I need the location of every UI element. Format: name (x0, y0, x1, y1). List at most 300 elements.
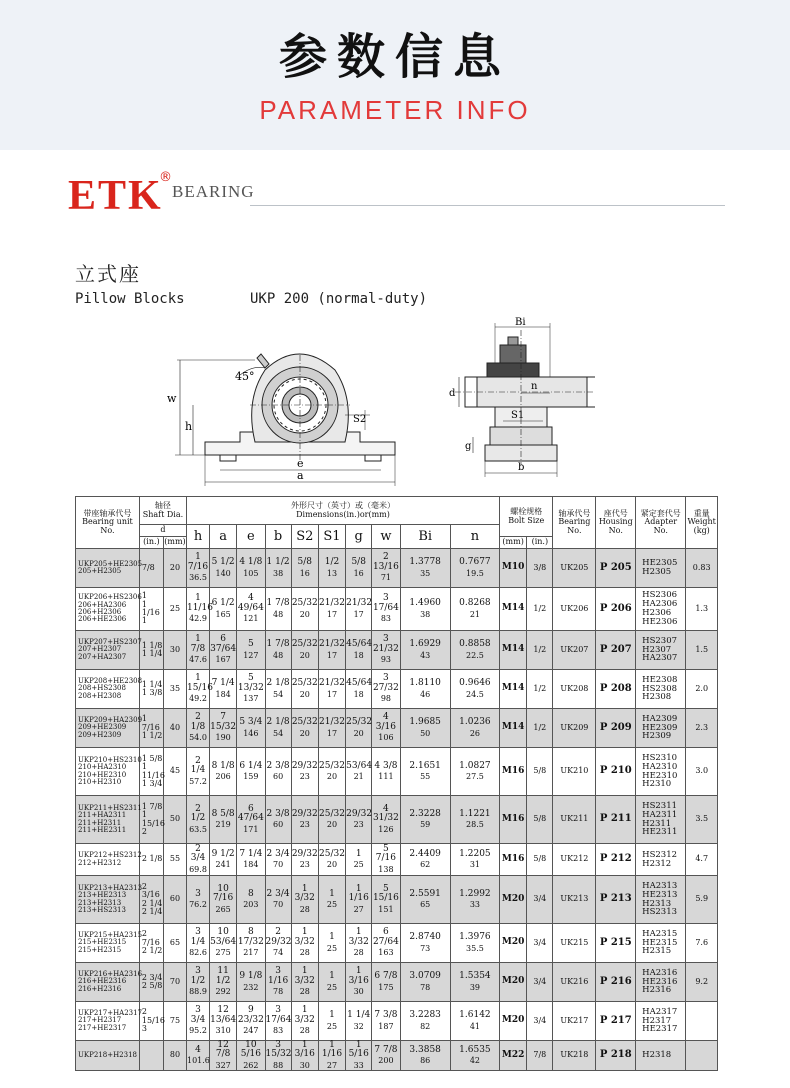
dim-b-cell: 2 1/8 54 (265, 709, 291, 748)
dim-s2-cell: 1 3/16 30 (291, 1041, 318, 1071)
table-row (76, 844, 718, 876)
dim-bi-cell: 3.0709 78 (400, 963, 450, 1002)
sym-s2: S2 (291, 525, 318, 549)
dim-h-cell: 1 7/16 36.5 (186, 549, 209, 588)
dim-w-cell: 5 15/16 151 (372, 876, 400, 924)
dim-bi-cell: 2.1651 55 (400, 748, 450, 796)
dim-g-cell: 1 1/16 27 (346, 876, 372, 924)
shaft-in-cell: 1 5/8 1 11/16 1 3/4 (139, 748, 163, 796)
dim-bi-cell: 3.2283 82 (400, 1002, 450, 1041)
adapter-cell: HS2307 H2307 HA2307 (636, 631, 686, 670)
dim-s2-cell: 5/8 16 (291, 549, 318, 588)
bolt-in-cell: 5/8 (527, 796, 553, 844)
side-view-drawing (445, 315, 595, 490)
housing-code-cell: P 212 (596, 844, 636, 876)
housing-code-cell: P 206 (596, 588, 636, 631)
dim-s2-cell: 1 3/32 28 (291, 963, 318, 1002)
weight-cell: 7.6 (686, 924, 718, 963)
shaft-in-cell: 1 1/8 1 1/4 (139, 631, 163, 670)
dim-h-cell: 4 101.6 (186, 1041, 209, 1071)
dim-e-cell: 10 5/16 262 (237, 1041, 265, 1071)
table-row (76, 1002, 718, 1041)
dim-w-cell: 4 3/8 111 (372, 748, 400, 796)
dim-s1-cell: 1 1/16 27 (318, 1041, 345, 1071)
col-unit-header: 带座轴承代号 Bearing unit No. (76, 497, 140, 549)
bearing-code-cell: UK205 (553, 549, 596, 588)
dim-bi-cell: 1.9685 50 (400, 709, 450, 748)
dim-n-cell: 1.0827 27.5 (450, 748, 499, 796)
s2-label: S2 (353, 414, 367, 425)
bearing-code-cell: UK212 (553, 844, 596, 876)
a-label: a (297, 469, 304, 482)
unit-cell: UKP218+H2318 (76, 1041, 140, 1071)
adapter-cell: H2318 (636, 1041, 686, 1071)
dim-bi-cell: 2.3228 59 (400, 796, 450, 844)
dim-a-cell: 9 1/2 241 (210, 844, 237, 876)
shaft-in-cell: 2 7/16 2 1/2 (139, 924, 163, 963)
table-row (76, 796, 718, 844)
adapter-cell: HA2315 HE2315 H2315 (636, 924, 686, 963)
dim-s2-cell: 25/32 20 (291, 631, 318, 670)
dim-n-cell: 0.8858 22.5 (450, 631, 499, 670)
dim-g-cell: 45/64 18 (346, 670, 372, 709)
dim-bi-cell: 2.8740 73 (400, 924, 450, 963)
sym-s1: S1 (318, 525, 345, 549)
sym-g: g (346, 525, 372, 549)
dim-h-cell: 2 3/4 69.8 (186, 844, 209, 876)
dim-b-cell: 1 7/8 48 (265, 588, 291, 631)
dim-h-cell: 1 11/16 42.9 (186, 588, 209, 631)
dim-bi-cell: 3.3858 86 (400, 1041, 450, 1071)
dim-n-cell: 1.0236 26 (450, 709, 499, 748)
weight-cell: 2.3 (686, 709, 718, 748)
bearing-code-cell: UK208 (553, 670, 596, 709)
shaft-mm-header: (mm) (163, 537, 186, 549)
g-label: g (465, 441, 472, 452)
shaft-in-cell: 1 1 1/16 1 (139, 588, 163, 631)
weight-cell: 5.9 (686, 876, 718, 924)
dim-a-cell: 12 7/8 327 (210, 1041, 237, 1071)
bolt-in-cell: 5/8 (527, 844, 553, 876)
unit-cell: UKP212+HS2312 212+H2312 (76, 844, 140, 876)
dim-a-cell: 8 1/8 206 (210, 748, 237, 796)
dim-w-cell: 4 31/32 126 (372, 796, 400, 844)
col-adapter-header: 紧定套代号 Adapter No. (636, 497, 686, 549)
dim-h-cell: 3 76.2 (186, 876, 209, 924)
dim-g-cell: 1 5/16 33 (346, 1041, 372, 1071)
bolt-mm-cell: M16 (500, 844, 527, 876)
shaft-mm-cell: 75 (163, 1002, 186, 1041)
shaft-mm-cell: 30 (163, 631, 186, 670)
bolt-mm-cell: M10 (500, 549, 527, 588)
section-title-en: Pillow Blocks (75, 291, 185, 307)
dim-a-cell: 11 1/2 292 (210, 963, 237, 1002)
dim-e-cell: 5 127 (237, 631, 265, 670)
dim-s1-cell: 1 25 (318, 963, 345, 1002)
dim-n-cell: 1.6142 41 (450, 1002, 499, 1041)
weight-cell: 4.7 (686, 844, 718, 876)
shaft-mm-cell: 40 (163, 709, 186, 748)
shaft-mm-cell: 65 (163, 924, 186, 963)
dim-b-cell: 2 29/32 74 (265, 924, 291, 963)
bolt-mm-cell: M14 (500, 709, 527, 748)
dim-e-cell: 5 13/32 137 (237, 670, 265, 709)
housing-code-cell: P 210 (596, 748, 636, 796)
adapter-cell: HE2308 HS2308 H2308 (636, 670, 686, 709)
shaft-in-cell (139, 1041, 163, 1071)
shaft-mm-cell: 80 (163, 1041, 186, 1071)
dim-g-cell: 25/32 20 (346, 709, 372, 748)
dim-n-cell: 1.1221 28.5 (450, 796, 499, 844)
weight-cell: 3.5 (686, 796, 718, 844)
bearing-code-cell: UK207 (553, 631, 596, 670)
table-row (76, 924, 718, 963)
bolt-in-cell: 5/8 (527, 748, 553, 796)
dim-w-cell: 6 27/64 163 (372, 924, 400, 963)
bearing-code-cell: UK211 (553, 796, 596, 844)
dim-n-cell: 0.7677 19.5 (450, 549, 499, 588)
bolt-mm-cell: M20 (500, 1002, 527, 1041)
dim-s1-cell: 1 25 (318, 1002, 345, 1041)
dim-s2-cell: 1 3/32 28 (291, 1002, 318, 1041)
dim-a-cell: 6 37/64 167 (210, 631, 237, 670)
dim-a-cell: 10 7/16 265 (210, 876, 237, 924)
table-row (76, 631, 718, 670)
adapter-cell: HA2316 HE2316 H2316 (636, 963, 686, 1002)
dim-w-cell: 5 7/16 138 (372, 844, 400, 876)
e-label: e (297, 457, 304, 470)
bolt-in-cell: 3/8 (527, 549, 553, 588)
bearing-code-cell: UK210 (553, 748, 596, 796)
dim-b-cell: 3 1/16 78 (265, 963, 291, 1002)
shaft-in-cell: 2 15/16 3 (139, 1002, 163, 1041)
dim-h-cell: 3 1/4 82.6 (186, 924, 209, 963)
sym-w: w (372, 525, 400, 549)
dim-b-cell: 1 7/8 48 (265, 631, 291, 670)
w-label: w (167, 392, 177, 405)
dim-e-cell: 7 1/4 184 (237, 844, 265, 876)
dim-s1-cell: 21/32 17 (318, 631, 345, 670)
adapter-cell: HE2305 H2305 (636, 549, 686, 588)
shaft-mm-cell: 35 (163, 670, 186, 709)
unit-cell: UKP207+HS2307 207+H2307 207+HA2307 (76, 631, 140, 670)
bolt-mm-cell: M22 (500, 1041, 527, 1071)
col-dims-header: 外形尺寸（英寸）或（毫米） Dimensions(in.)or(mm) (186, 497, 499, 525)
dim-g-cell: 45/64 18 (346, 631, 372, 670)
shaft-in-cell: 1 1/4 1 3/8 (139, 670, 163, 709)
parameter-table (75, 496, 718, 1071)
shaft-mm-cell: 50 (163, 796, 186, 844)
dim-s2-cell: 29/32 23 (291, 844, 318, 876)
dim-g-cell: 21/32 17 (346, 588, 372, 631)
dim-s2-cell: 25/32 20 (291, 588, 318, 631)
unit-cell: UKP205+HE2305 205+H2305 (76, 549, 140, 588)
table-row (76, 709, 718, 748)
bearing-code-cell: UK213 (553, 876, 596, 924)
dim-w-cell: 3 27/32 98 (372, 670, 400, 709)
dim-s1-cell: 1/2 13 (318, 549, 345, 588)
dim-h-cell: 2 1/8 54.0 (186, 709, 209, 748)
dim-g-cell: 29/32 23 (346, 796, 372, 844)
bolt-in-cell: 3/4 (527, 924, 553, 963)
shaft-in-cell: 2 1/8 (139, 844, 163, 876)
bolt-mm-cell: M20 (500, 924, 527, 963)
housing-code-cell: P 216 (596, 963, 636, 1002)
dim-a-cell: 8 5/8 219 (210, 796, 237, 844)
shaft-mm-cell: 55 (163, 844, 186, 876)
dim-w-cell: 4 3/16 106 (372, 709, 400, 748)
shaft-in-cell: 7/8 (139, 549, 163, 588)
brand-logo: ETK (68, 173, 163, 219)
bolt-in-cell: 1/2 (527, 631, 553, 670)
shaft-in-cell: 2 3/4 2 5/8 (139, 963, 163, 1002)
dim-b-cell: 1 1/2 38 (265, 549, 291, 588)
shaft-d-header: d (139, 525, 186, 537)
dim-b-cell: 2 3/8 60 (265, 796, 291, 844)
n-label: n (531, 381, 538, 392)
dim-b-cell: 3 15/32 88 (265, 1040, 292, 1070)
dim-b-cell: 3 17/64 83 (265, 1002, 291, 1041)
dim-s1-cell: 21/32 17 (318, 670, 345, 709)
adapter-cell: HA2309 HE2309 H2309 (636, 709, 686, 748)
adapter-cell: HS2311 HA2311 H2311 HE2311 (636, 796, 686, 844)
shaft-mm-cell: 25 (163, 588, 186, 631)
dim-s1-cell: 25/32 20 (318, 748, 345, 796)
shaft-in-cell: 2 3/16 2 1/4 2 1/4 (139, 876, 163, 924)
dim-h-cell: 1 15/16 49.2 (186, 670, 209, 709)
dim-g-cell: 1 3/16 30 (346, 963, 372, 1002)
dim-a-cell: 7 1/4 184 (210, 670, 237, 709)
dim-a-cell: 6 1/2 165 (210, 588, 237, 631)
hero-banner (0, 0, 790, 150)
unit-cell: UKP206+HS2306 206+HA2306 206+H2306 206+HE2306 (76, 588, 140, 631)
registered-mark: ® (159, 170, 172, 185)
dim-n-cell: 1.2205 31 (450, 844, 499, 876)
dim-e-cell: 5 3/4 146 (237, 709, 265, 748)
bolt-mm-cell: M16 (500, 796, 527, 844)
col-weight-header: 重量 Weight (kg) (686, 497, 718, 549)
dim-b-cell: 2 3/8 60 (265, 748, 291, 796)
dim-e-cell: 8 203 (237, 876, 265, 924)
weight-cell: 0.83 (686, 549, 718, 588)
adapter-cell: HA2317 H2317 HE2317 (636, 1002, 686, 1041)
dim-b-cell: 2 1/8 54 (265, 670, 291, 709)
shaft-mm-cell: 70 (163, 963, 186, 1002)
dim-b-cell: 2 3/4 70 (265, 876, 291, 924)
sym-h: h (186, 525, 209, 549)
dim-s1-cell: 25/32 20 (318, 796, 345, 844)
weight-cell (686, 1002, 718, 1041)
front-view-drawing (165, 330, 430, 490)
table-row (76, 588, 718, 631)
dim-b-cell: 2 3/4 70 (265, 844, 291, 876)
sym-n: n (450, 525, 499, 549)
dim-a-cell: 10 53/64 275 (210, 924, 237, 963)
weight-cell: 1.5 (686, 631, 718, 670)
housing-code-cell: P 205 (596, 549, 636, 588)
housing-code-cell: P 218 (596, 1041, 636, 1071)
table-row (76, 1041, 718, 1071)
dim-n-cell: 1.2992 33 (450, 876, 499, 924)
shaft-in-header: (in.) (139, 537, 163, 549)
unit-cell: UKP217+HA2317 217+H2317 217+HE2317 (76, 1002, 140, 1041)
dim-g-cell: 5/8 16 (346, 549, 372, 588)
dim-e-cell: 4 1/8 105 (237, 549, 265, 588)
table-row (76, 963, 718, 1002)
bolt-mm-cell: M14 (500, 670, 527, 709)
bolt-in-header: (in.) (527, 537, 553, 549)
brand-block (68, 170, 255, 219)
dim-g-cell: 1 3/32 28 (346, 924, 372, 963)
table-row (76, 670, 718, 709)
dim-bi-cell: 1.6929 43 (400, 631, 450, 670)
model-title: UKP 200 (normal-duty) (250, 291, 428, 307)
brand-divider (250, 205, 725, 206)
unit-cell: UKP215+HA2315 215+HE2315 215+H2315 (76, 924, 140, 963)
dim-w-cell: 3 17/64 83 (372, 588, 400, 631)
dim-g-cell: 1 1/4 32 (346, 1002, 372, 1041)
dim-e-cell: 4 49/64 121 (237, 588, 265, 631)
sym-bi: Bi (400, 525, 450, 549)
bolt-mm-cell: M14 (500, 631, 527, 670)
dim-s2-cell: 25/32 20 (291, 670, 318, 709)
unit-cell: UKP211+HS2311 211+HA2311 211+H2311 211+HE2311 (76, 796, 140, 844)
shaft-in-cell: 1 7/8 1 15/16 2 (139, 796, 163, 844)
weight-cell: 2.0 (686, 670, 718, 709)
unit-cell: UKP210+HS2310 210+HA2310 210+HE2310 210+H2310 (76, 748, 140, 796)
dim-a-cell: 12 13/64 310 (210, 1002, 237, 1041)
sym-b: b (265, 525, 291, 549)
adapter-cell: HS2306 HA2306 H2306 HE2306 (636, 588, 686, 631)
dim-s1-cell: 1 25 (318, 876, 345, 924)
dim-bi-cell: 1.3778 35 (400, 549, 450, 588)
dim-s1-cell: 1 25 (318, 924, 345, 963)
weight-cell: 3.0 (686, 748, 718, 796)
unit-cell: UKP208+HE2308 208+HS2308 208+H2308 (76, 670, 140, 709)
dim-s1-cell: 21/32 17 (318, 588, 345, 631)
bolt-in-cell: 7/8 (527, 1041, 553, 1071)
unit-cell: UKP213+HA2313 213+HE2313 213+H2313 213+HS2313 (76, 876, 140, 924)
weight-cell: 9.2 (686, 963, 718, 1002)
dim-s2-cell: 1 3/32 28 (291, 876, 318, 924)
bolt-mm-cell: M20 (500, 963, 527, 1002)
bearing-code-cell: UK217 (553, 1002, 596, 1041)
col-shaft-header: 轴径 Shaft Dia. (139, 497, 186, 525)
housing-code-cell: P 208 (596, 670, 636, 709)
dim-s2-cell: 29/32 23 (291, 796, 318, 844)
bolt-in-cell: 1/2 (527, 670, 553, 709)
h-label: h (185, 420, 193, 433)
dim-n-cell: 0.8268 21 (450, 588, 499, 631)
b-label: b (518, 462, 525, 473)
bi-label: Bi (515, 317, 526, 328)
page-subtitle: PARAMETER INFO (259, 95, 531, 125)
col-bolt-header: 螺栓规格 Bolt Size (500, 497, 553, 537)
dim-e-cell: 9 1/8 232 (237, 963, 265, 1002)
dim-h-cell: 3 3/4 95.2 (186, 1002, 209, 1041)
dim-h-cell: 1 7/8 47.6 (186, 631, 209, 670)
bolt-in-cell: 3/4 (527, 1002, 553, 1041)
unit-cell: UKP209+HA2309 209+HE2309 209+H2309 (76, 709, 140, 748)
brand-word: BEARING (172, 182, 255, 201)
dim-bi-cell: 2.5591 65 (400, 876, 450, 924)
dim-s2-cell: 29/32 23 (291, 748, 318, 796)
bolt-in-cell: 1/2 (527, 588, 553, 631)
unit-cell: UKP216+HA2316 216+HE2316 216+H2316 (76, 963, 140, 1002)
dim-a-cell: 7 15/32 190 (210, 709, 237, 748)
dim-h-cell: 3 1/2 88.9 (186, 963, 209, 1002)
housing-code-cell: P 215 (596, 924, 636, 963)
housing-code-cell: P 211 (596, 796, 636, 844)
weight-cell (686, 1041, 718, 1071)
col-housing-header: 座代号 Housing No. (596, 497, 636, 549)
shaft-mm-cell: 20 (163, 549, 186, 588)
housing-code-cell: P 207 (596, 631, 636, 670)
dim-w-cell: 7 3/8 187 (372, 1002, 400, 1041)
dim-bi-cell: 1.4960 38 (400, 588, 450, 631)
shaft-mm-cell: 60 (163, 876, 186, 924)
shaft-mm-cell: 45 (163, 748, 186, 796)
bolt-in-cell: 3/4 (527, 876, 553, 924)
bolt-mm-cell: M20 (500, 876, 527, 924)
dim-e-cell: 8 17/32 217 (237, 924, 265, 963)
bolt-mm-header: (mm) (500, 537, 527, 549)
sym-a: a (210, 525, 237, 549)
dim-g-cell: 1 25 (346, 844, 372, 876)
shaft-in-cell: 1 7/16 1 1/2 (139, 709, 163, 748)
dim-bi-cell: 1.8110 46 (400, 670, 450, 709)
dim-e-cell: 6 1/4 159 (237, 748, 265, 796)
d-label: d (449, 388, 456, 399)
table-row (76, 748, 718, 796)
dim-w-cell: 7 7/8 200 (372, 1041, 400, 1071)
dim-a-cell: 5 1/2 140 (210, 549, 237, 588)
dim-n-cell: 1.5354 39 (450, 963, 499, 1002)
page-title: 参数信息 (278, 29, 511, 85)
bearing-code-cell: UK209 (553, 709, 596, 748)
dim-h-cell: 2 1/2 63.5 (186, 796, 209, 844)
s1-label: S1 (511, 410, 525, 421)
weight-cell: 1.3 (686, 588, 718, 631)
adapter-cell: HS2310 HA2310 HE2310 H2310 (636, 748, 686, 796)
bearing-code-cell: UK218 (553, 1041, 596, 1071)
table-row (76, 876, 718, 924)
housing-code-cell: P 209 (596, 709, 636, 748)
sym-e: e (237, 525, 265, 549)
bolt-in-cell: 3/4 (527, 963, 553, 1002)
section-title-cn: 立式座 (75, 262, 141, 286)
housing-code-cell: P 217 (596, 1002, 636, 1041)
dim-n-cell: 1.3976 35.5 (450, 924, 499, 963)
dim-s2-cell: 1 3/32 28 (291, 924, 318, 963)
table-row (76, 549, 718, 588)
bearing-code-cell: UK216 (553, 963, 596, 1002)
adapter-cell: HA2313 HE2313 H2313 HS2313 (636, 876, 686, 924)
dim-e-cell: 6 47/64 171 (237, 796, 265, 844)
col-bearing-header: 轴承代号 Bearing No. (553, 497, 596, 549)
housing-code-cell: P 213 (596, 876, 636, 924)
angle-label: 45° (235, 370, 255, 383)
bearing-code-cell: UK206 (553, 588, 596, 631)
dim-s1-cell: 25/32 20 (318, 844, 345, 876)
bolt-mm-cell: M14 (500, 588, 527, 631)
dim-n-cell: 0.9646 24.5 (450, 670, 499, 709)
dim-g-cell: 53/64 21 (346, 748, 372, 796)
bolt-mm-cell: M16 (500, 748, 527, 796)
dim-w-cell: 2 13/16 71 (372, 549, 400, 588)
adapter-cell: HS2312 H2312 (636, 844, 686, 876)
dim-w-cell: 3 21/32 93 (372, 631, 400, 670)
